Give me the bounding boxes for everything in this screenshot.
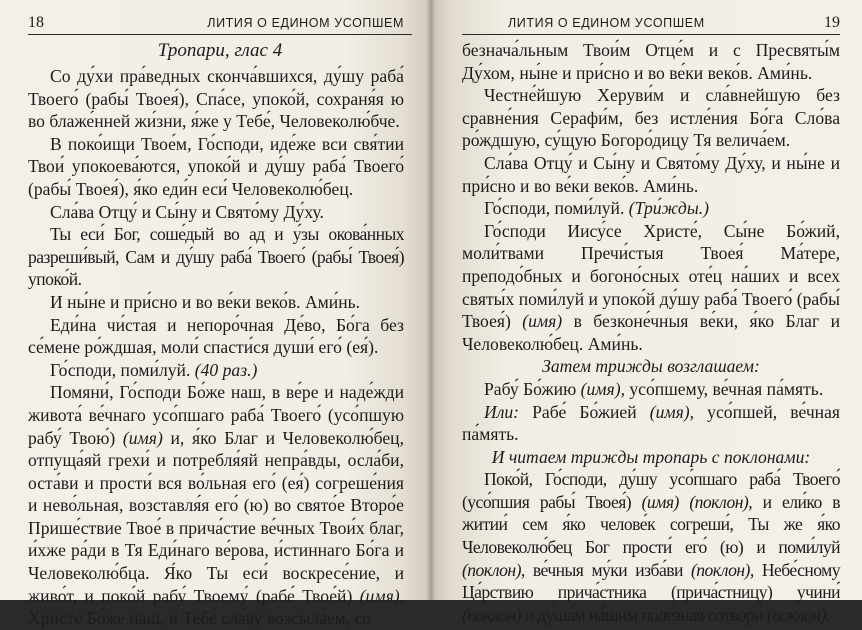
left-running-head (28, 0, 412, 30)
paragraph (462, 401, 840, 446)
rubric: (поклон), (690, 559, 754, 580)
text-run: Небе́сному Ца́рствию прича́стника (прича́стницу) учини́ (462, 559, 840, 603)
section-heading: Тропари, глас 4 (157, 40, 283, 61)
text-run: и, я́ко Благ и Человеколю́бец, отпуща́яй грехи́ и потребля́яй непра́вды, осла́би, оста́ви и прости́ вся во́льная его́ (ея́) согреше́ния и нево́льная, возставля́я его́ (ю) во свято́е Второ́е Прише́ствие Твое́ в прича́стие ве́чных Твои́х благ, и́хже ра́ди в Тя Еди́наго ве́рова, и́стиннаго Бо́га и Человеколю́бца. Я́ко Ты еси́ воскресе́ние, и живо́т, и поко́й рабу́ Твоему́ (рабе́ Твое́й) (28, 427, 404, 606)
text-run: Го́споди, поми́луй. (484, 198, 625, 219)
rubric: (имя), (580, 378, 625, 399)
paragraph: Еди́на чи́стая и непоро́чная Де́во, Бо́га без се́мене ро́ждшая, моли́ спасти́ся души́ его́ (ея́). (28, 314, 404, 358)
paragraph (462, 468, 840, 626)
rubric-line: И читаем трижды тропарь с поклонами: (491, 446, 811, 467)
rubric: (поклон). (767, 604, 830, 625)
paragraph (28, 381, 404, 630)
rubric: (поклон) (462, 604, 521, 625)
rubric: (поклон), (462, 559, 525, 580)
text-run: усо́пшей, ве́чная па́мять. (462, 401, 840, 445)
text-run: в безконе́чныя ве́ки, я́ко Благ и Человеколю́бец. Ами́нь. (462, 311, 840, 354)
header-rule-right (462, 34, 840, 35)
page-number-right: 19 (824, 14, 840, 31)
right-text-block (462, 39, 840, 626)
right-running-head (462, 0, 840, 30)
paragraph: Ты еси́ Бог, соше́дый во ад и у́зы окова́нных разреши́вый, Сам и ду́шу раба́ Твоего́ (рабы́ Твоея́) упоко́й. (28, 224, 404, 290)
text-run: Го́споди, поми́луй. (50, 359, 191, 380)
text-run: и ду́ша́м на́шим поле́зная сотвори́ (520, 604, 764, 625)
paragraph (462, 197, 840, 220)
paragraph: В поко́ищи Твое́м, Го́споди, иде́же вси свя́тии Твои́ упокоева́ются, упоко́й и ду́шу раба́ Твоего́ (рабы́ Твоея́), я́ко еди́н еси́ Человеколю́бец. (28, 133, 404, 199)
text-run: Христе́ Бо́же наш, и Тебе́ сла́ву возсыла́ем, со (28, 608, 372, 629)
paragraph: Честне́йшую Херуви́м и сла́внейшую без сравне́ния Серафи́м, без истле́ния Бо́га Сло́ва ро́ждшую, су́щую Богоро́дицу Тя велича́ем. (462, 85, 840, 151)
rubric: (Три́жды.) (628, 198, 710, 219)
paragraph (28, 359, 404, 382)
text-run: Рабе́ Бо́жией (519, 401, 637, 422)
paragraph: И ны́не и при́сно и во ве́ки веко́в. Ами́нь. (50, 291, 361, 312)
paragraph: Сла́ва Отцу́ и Сы́ну и Свято́му Ду́ху, и ны́не и при́сно и во ве́ки веко́в. Ами́нь. (462, 152, 840, 196)
text-run: ве́чныя му́ки изба́ви (524, 559, 683, 580)
text-run: и ели́ко в житии́ сем я́ко челове́к согреши́, Ты же я́ко Человеколю́бец Бог прости́ его́ (ю) и поми́луй (462, 491, 840, 558)
text-run: Помяни́, Го́споди Бо́же наш, в ве́ре и наде́жди живота́ ве́чнаго усо́пшаго раба́ Твоего́ (усо́пшую рабу́ Твою́) (28, 382, 404, 448)
text-run: усо́пшему, ве́чная па́мять. (624, 378, 824, 399)
rubric: (40 раз.) (194, 359, 258, 380)
paragraph (462, 220, 840, 356)
rubric: (имя), (649, 401, 695, 422)
rubric: (имя) (122, 427, 163, 448)
rubric: (имя) (522, 311, 563, 332)
paragraph (462, 378, 840, 401)
text-run: Рабу́ Бо́жию (484, 378, 577, 399)
paragraph: Сла́ва Отцу́ и Сы́ну и Свято́му Ду́ху. (50, 201, 324, 222)
rubric: (имя) (поклон), (641, 491, 753, 512)
running-title-left: ЛИТИЯ О ЕДИНОМ УСОПШЕМ (207, 16, 404, 30)
running-title-right: ЛИТИЯ О ЕДИНОМ УСОПШЕМ (508, 16, 705, 30)
left-page (0, 0, 430, 629)
text-run: Поко́й, Го́споди, ду́шу усо́пшаго раба́ Твоего́ (усо́пшия рабы́ Твоея́) (462, 469, 840, 512)
left-text-block (28, 65, 412, 630)
rubric-line: Затем трижды возглашаем: (542, 356, 760, 377)
rubric: Или: (484, 401, 520, 422)
page-number-left: 18 (28, 14, 44, 31)
paragraph: Со ду́хи пра́ведных сконча́вшихся, ду́шу раба́ Твоего́ (рабы́ Твоея́), Спа́се, упоко́й, сохраня́я ю во блаже́нней жи́зни, я́же у Тебе́, Человеколю́бче. (28, 66, 404, 132)
header-rule-left (28, 34, 412, 35)
paragraph: безнача́льным Твои́м Отце́м и с Пресвяты́м Ду́хом, ны́не и при́сно и во ве́ки веко́в. Ами́нь. (462, 40, 840, 83)
text-run: Го́споди Иису́се Христе́, Сы́не Бо́жий, моли́твами Пречи́стыя Твоея́ Ма́тере, преподо́бных и богоно́сных оте́ц на́ших и всех святы́х поми́луй и упоко́й ду́шу раба́ Твоего́ (рабы́ Твоея́) (462, 220, 840, 332)
right-page (430, 0, 862, 625)
rubric: (имя), (359, 585, 405, 606)
